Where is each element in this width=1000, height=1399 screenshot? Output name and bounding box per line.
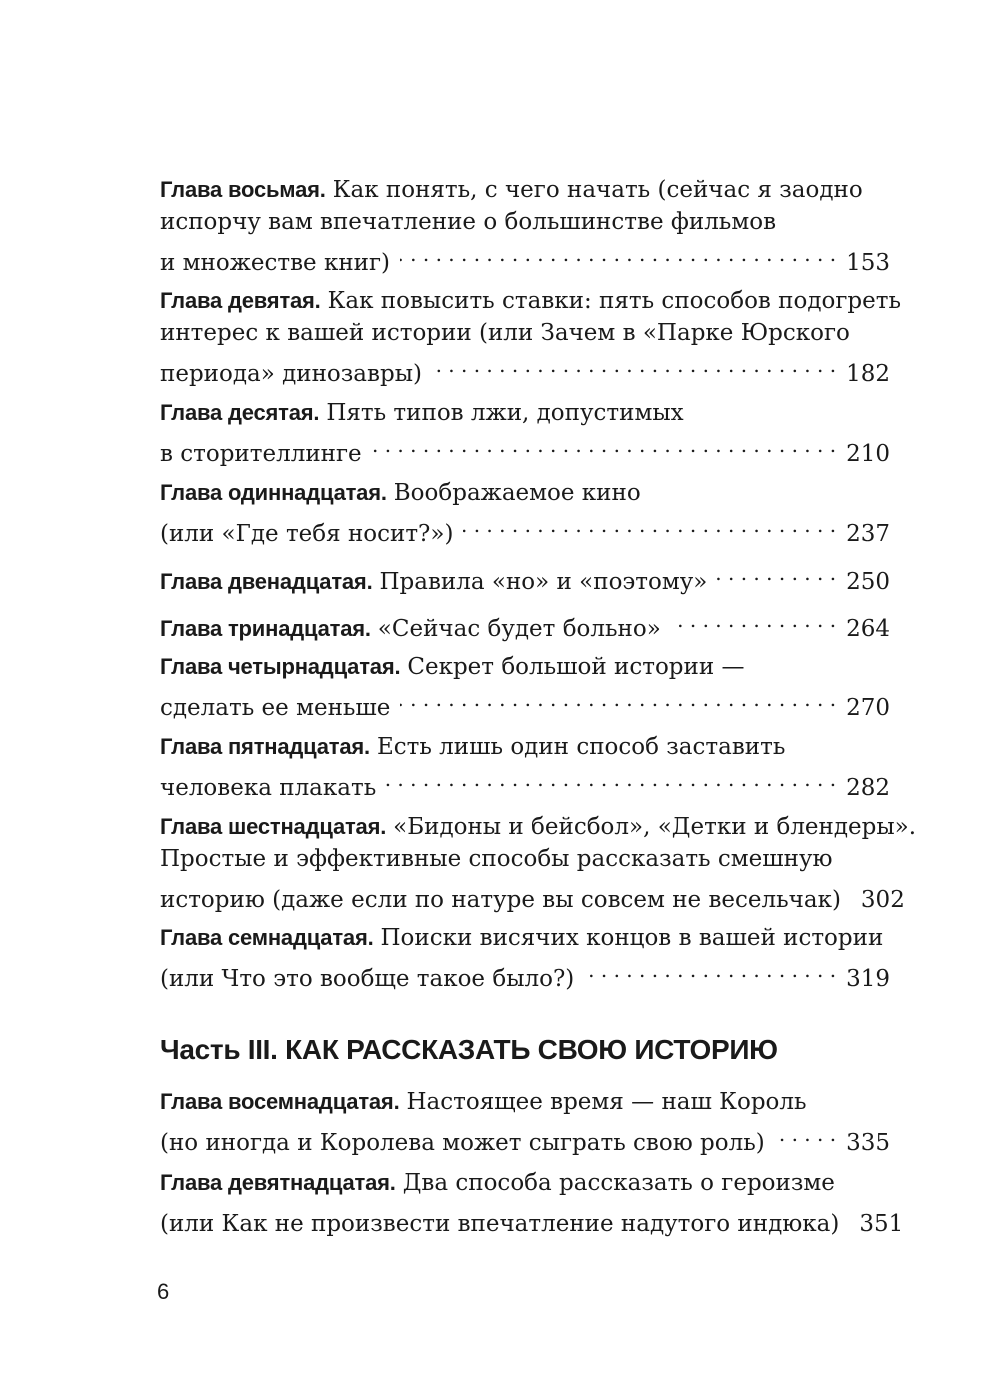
entry-title-line: в сторителлинге [160, 441, 362, 467]
toc-entry [160, 604, 890, 642]
footer-page-number: 6 [157, 1279, 170, 1304]
entry-page-number: 270 [846, 695, 890, 721]
entry-title-line: Правила «но» и «поэтому» [379, 569, 708, 595]
toc-entry [160, 811, 917, 913]
part-heading: Часть III. КАК РАССКАЗАТЬ СВОЮ ИСТОРИЮ [160, 1034, 778, 1065]
chapter-label: Глава одиннадцатая. [160, 480, 387, 505]
entry-title-line: (или Как не произвести впечатление надутого индюка) [160, 1211, 840, 1237]
entry-page-number: 182 [846, 361, 890, 387]
entry-title-line: Простые и эффективные способы рассказать смешную [160, 846, 833, 872]
entry-title-line: Как понять, с чего начать (сейчас я заодно [332, 177, 863, 203]
toc-entry [160, 174, 890, 276]
entry-page-number: 237 [846, 521, 890, 547]
entry-title-line: человека плакать [160, 775, 377, 801]
entry-title-line: Есть лишь один способ заставить [376, 734, 786, 760]
toc-entry [160, 477, 890, 547]
entry-title-line: интерес к вашей истории (или Зачем в «Парке Юрского [160, 320, 850, 346]
entry-page-number: 335 [846, 1130, 890, 1156]
entry-page-number: 210 [846, 441, 890, 467]
dot-leader [717, 557, 836, 589]
entry-title-line: испорчу вам впечатление о большинстве фильмов [160, 209, 777, 235]
entry-title-line: Два способа рассказать о героизме [402, 1170, 835, 1196]
chapter-label: Глава семнадцатая. [160, 925, 374, 950]
entry-title-line: Как повысить ставки: пять способов подогреть [327, 288, 901, 314]
toc-entry [160, 285, 901, 387]
entry-title-line: и множестве книг) [160, 250, 391, 276]
chapter-label: Глава двенадцатая. [160, 569, 373, 594]
toc-entry [160, 1167, 904, 1237]
dot-leader [400, 683, 836, 715]
chapter-label: Глава пятнадцатая. [160, 734, 370, 759]
chapter-label: Глава четырнадцатая. [160, 654, 401, 679]
entry-title-line: (или «Где тебя носит?») [160, 521, 454, 547]
entry-page-number: 302 [860, 887, 905, 913]
chapter-label: Глава восемнадцатая. [160, 1089, 400, 1114]
entry-page-number: 264 [846, 616, 890, 642]
dot-leader [400, 238, 836, 270]
toc-entry [160, 1086, 890, 1156]
dot-leader [372, 429, 836, 461]
chapter-label: Глава девятнадцатая. [160, 1170, 396, 1195]
entry-title-line: Секрет большой истории — [407, 654, 745, 680]
entry-title-line: «Бидоны и бейсбол», «Детки и блендеры». [393, 814, 917, 840]
entry-page-number: 351 [859, 1211, 904, 1237]
toc-entry [160, 397, 890, 467]
chapter-label: Глава девятая. [160, 288, 321, 313]
dot-leader [386, 763, 836, 795]
entry-title-line: периода» динозавры) [160, 361, 422, 387]
entry-title-line: сделать ее меньше [160, 695, 391, 721]
entry-title-line: Пять типов лжи, допустимых [326, 400, 684, 426]
toc-entry [160, 731, 890, 801]
entry-title-line: (но иногда и Королева может сыграть свою роль) [160, 1130, 765, 1156]
entry-page-number: 250 [846, 569, 890, 595]
entry-title-line: историю (даже если по натуре вы совсем не весельчак) [160, 887, 841, 913]
entry-page-number: 282 [846, 775, 890, 801]
chapter-label: Глава шестнадцатая. [160, 814, 387, 839]
toc-entry [160, 557, 890, 595]
chapter-label: Глава восьмая. [160, 177, 326, 202]
dot-leader [671, 604, 836, 636]
chapter-label: Глава тринадцатая. [160, 616, 371, 641]
entry-title-line: (или Что это вообще такое было?) [160, 966, 575, 992]
dot-leader [584, 954, 836, 986]
dot-leader [463, 509, 836, 541]
entry-title-line: Поиски висячих концов в вашей истории [380, 925, 884, 951]
dot-leader [432, 349, 836, 381]
toc-entry [160, 651, 890, 721]
entry-page-number: 319 [846, 966, 890, 992]
entry-page-number: 153 [846, 250, 890, 276]
entry-title-line: «Сейчас будет больно» [377, 616, 661, 642]
entry-title-line: Настоящее время — наш Король [406, 1089, 807, 1115]
entry-title-line: Воображаемое кино [393, 480, 641, 506]
dot-leader [775, 1118, 836, 1150]
chapter-label: Глава десятая. [160, 400, 320, 425]
toc-entry [160, 922, 890, 992]
